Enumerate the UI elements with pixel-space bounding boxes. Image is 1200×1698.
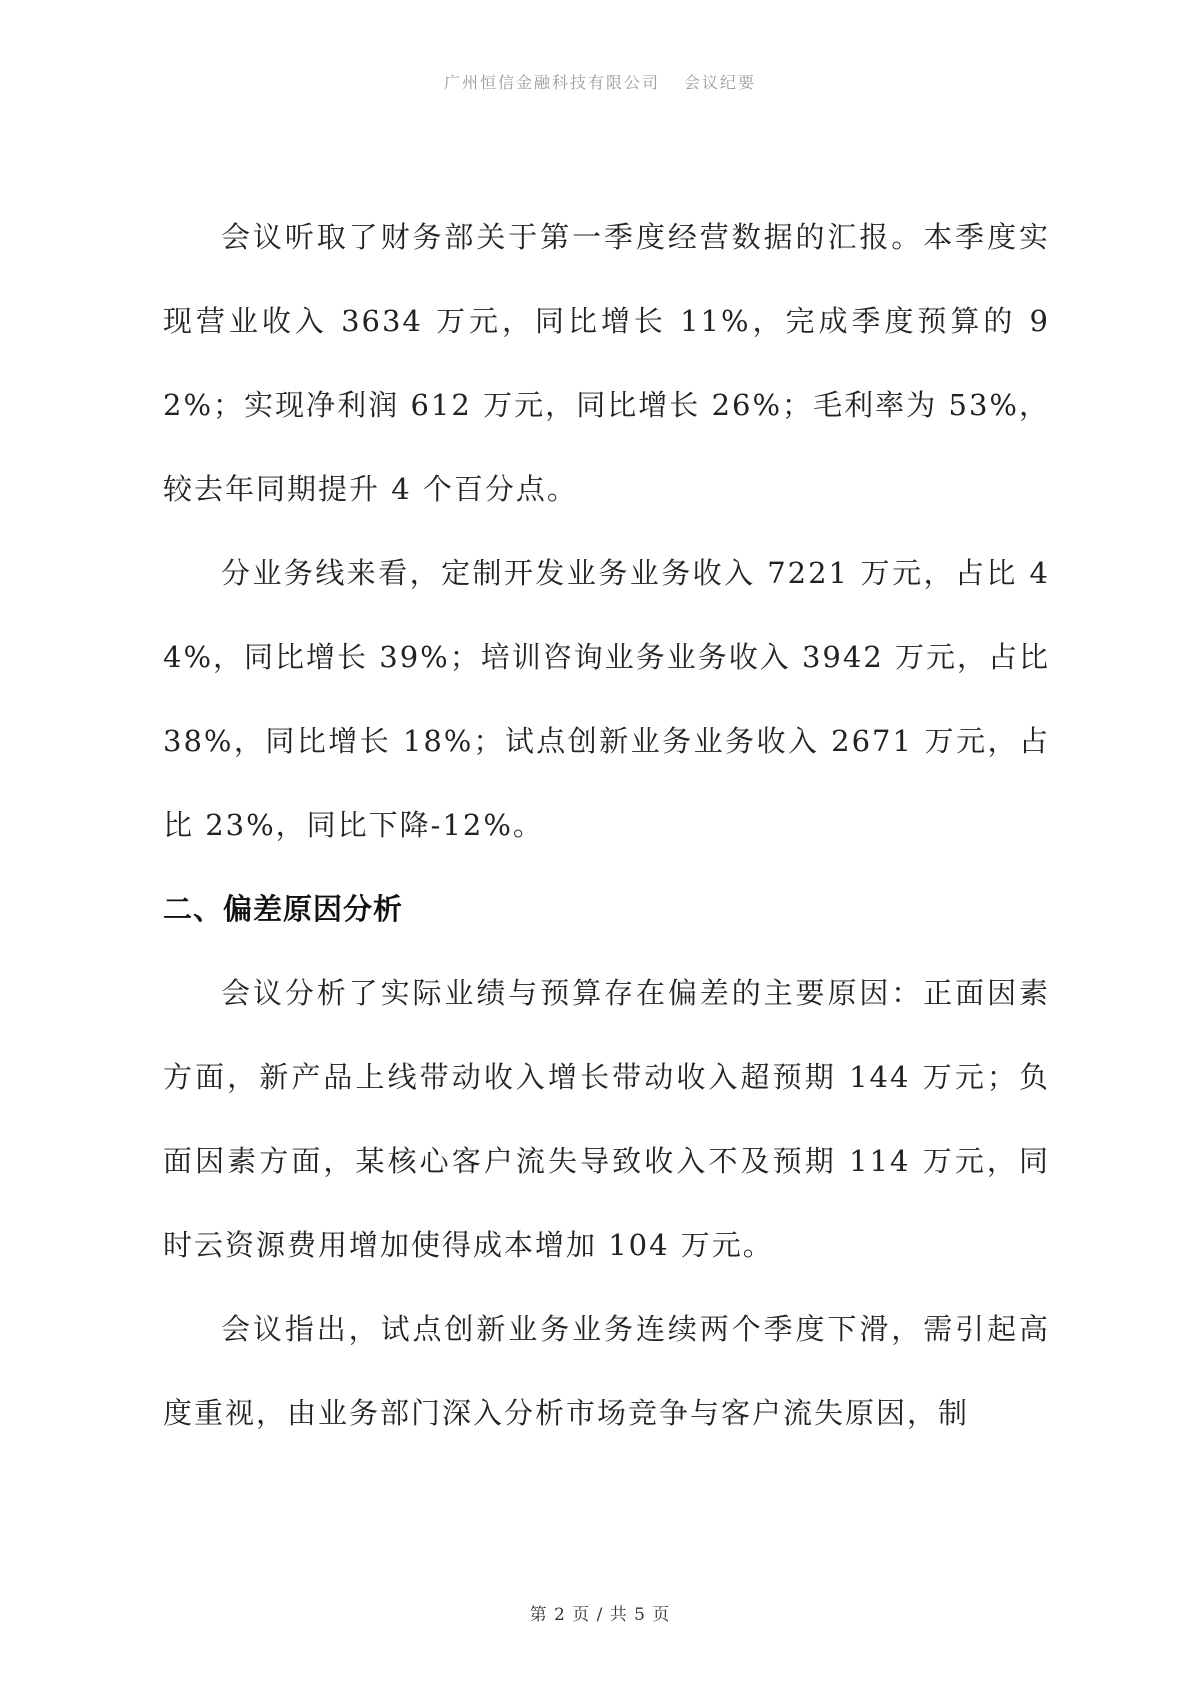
header-company-name: 广州恒信金融科技有限公司 xyxy=(443,73,660,92)
page-footer xyxy=(0,1600,1200,1625)
paragraph-business-lines: 分业务线来看，定制开发业务业务收入 7221 万元，占比 44%，同比增长 39%；培训咨询业务业务收入 3942 万元，占比 38%，同比增长 18%；试点创新业务业务收入 2671 万元，占比 23%，同比下降-12%。 xyxy=(163,556,1050,842)
paragraph-deviation-reasons: 会议分析了实际业绩与预算存在偏差的主要原因：正面因素方面，新产品上线带动收入增长带动收入超预期 144 万元；负面因素方面，某核心客户流失导致收入不及预期 114 万元，同时云资源费用增加使得成本增加 104 万元。 xyxy=(163,976,1050,1262)
paragraph-financial-summary: 会议听取了财务部关于第一季度经营数据的汇报。本季度实现营业收入 3634 万元，同比增长 11%，完成季度预算的 92%；实现净利润 612 万元，同比增长 26%；毛利率为 53%，较去年同期提升 4 个百分点。 xyxy=(163,220,1050,506)
page-number: 第 2 页 / 共 5 页 xyxy=(529,1605,671,1625)
page-header xyxy=(0,70,1200,93)
document-body xyxy=(163,195,1050,1455)
paragraph-meeting-notes: 会议指出，试点创新业务业务连续两个季度下滑，需引起高度重视，由业务部门深入分析市场竞争与客户流失原因，制 xyxy=(163,1312,1050,1430)
section-title-deviation-analysis: 二、偏差原因分析 xyxy=(163,892,404,926)
header-document-type: 会议纪要 xyxy=(684,73,757,92)
